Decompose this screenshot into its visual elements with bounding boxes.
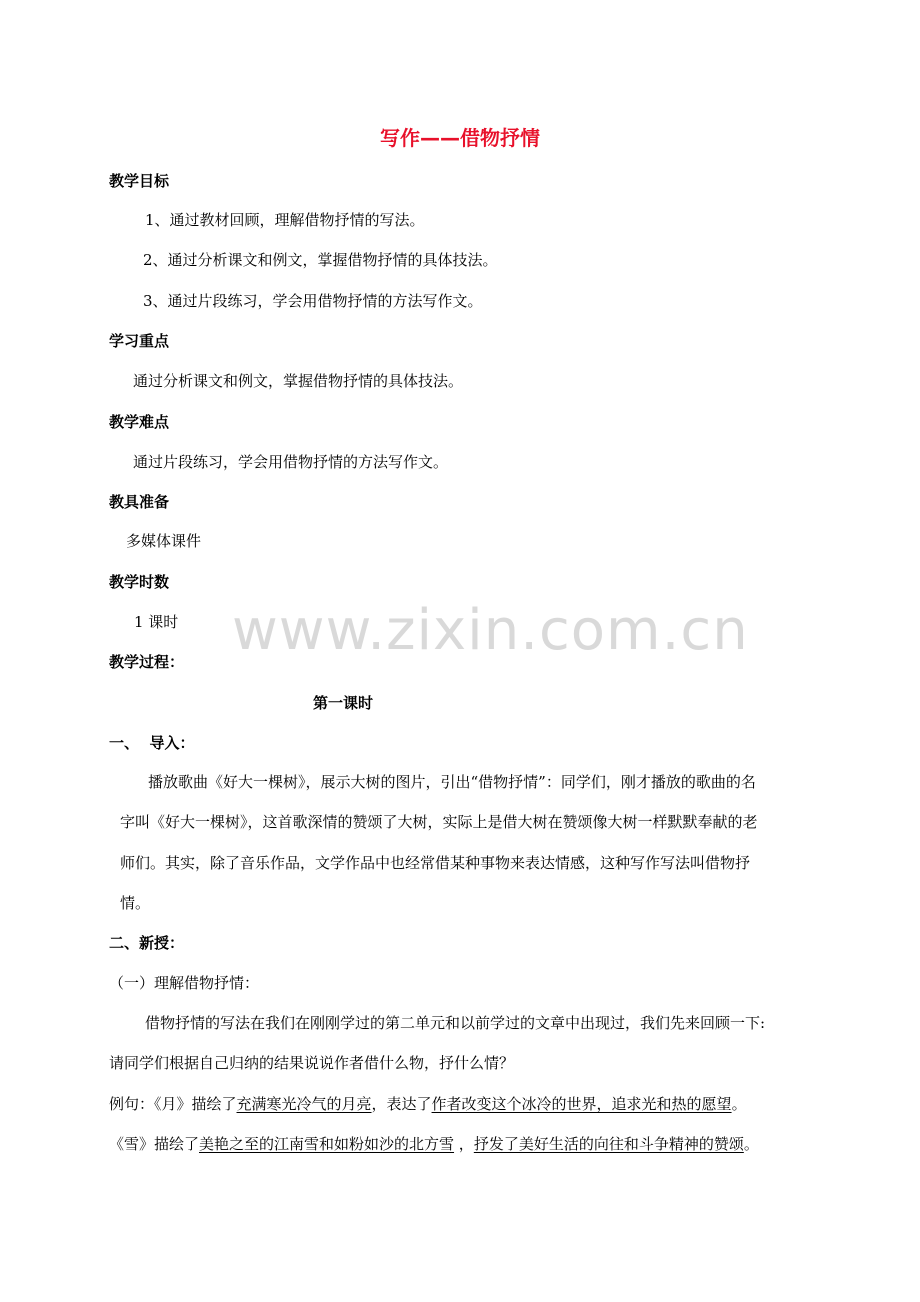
teaching-subheading: （一）理解借物抒情： xyxy=(109,974,260,992)
objective-item: 3、通过片段练习，学会用借物抒情的方法写作文。 xyxy=(143,292,483,310)
underlined-phrase: 抒发了美好生活的向往和斗争精神的赞颂 xyxy=(473,1135,744,1153)
teaching-paragraph-line: 请同学们根据自己归纳的结果说说作者借什么物，抒什么情？ xyxy=(109,1054,515,1072)
underlined-phrase: 充满寒光冷气的月亮 xyxy=(236,1095,372,1113)
key-points-text: 通过分析课文和例文，掌握借物抒情的具体技法。 xyxy=(133,372,464,390)
example-sentence-snow xyxy=(109,1133,759,1154)
intro-line: 字叫《好大一棵树》，这首歌深情的赞颂了大树，实际上是借大树在赞颂像大树一样默默奉献的老 xyxy=(120,813,758,831)
underlined-phrase: 美艳之至的江南雪和如粉如沙的北方雪 xyxy=(199,1135,455,1153)
intro-line: 播放歌曲《好大一棵树》，展示大树的图片，引出“借物抒情”：同学们，刚才播放的歌曲的名 xyxy=(148,773,756,791)
intro-heading: 一、 导入： xyxy=(109,734,195,752)
underlined-phrase: 作者改变这个冰冷的世界，追求光和热的愿望 xyxy=(431,1095,732,1113)
example-text: ， xyxy=(454,1135,474,1153)
example-text: 例句：《月》描绘了 xyxy=(109,1095,237,1113)
example-text: ，表达了 xyxy=(371,1095,432,1113)
key-points-heading: 学习重点 xyxy=(109,332,170,350)
teaching-paragraph-line: 借物抒情的写法在我们在刚刚学过的第二单元和以前学过的文章中出现过，我们先来回顾一下: xyxy=(145,1014,766,1032)
example-text: 。 xyxy=(731,1095,747,1113)
duration-text: 1 课时 xyxy=(134,613,179,631)
materials-text: 多媒体课件 xyxy=(126,532,202,550)
objective-item: 1、通过教材回顾，理解借物抒情的写法。 xyxy=(145,211,425,229)
difficulties-text: 通过片段练习，学会用借物抒情的方法写作文。 xyxy=(133,453,449,471)
teaching-heading: 二、新授： xyxy=(109,934,185,952)
watermark: www.zixin.com.cn xyxy=(232,598,749,663)
example-sentence-moon xyxy=(109,1093,747,1114)
page-title: 写作——借物抒情 xyxy=(380,126,540,150)
difficulties-heading: 教学难点 xyxy=(109,413,170,431)
example-text: 。 xyxy=(743,1135,759,1153)
duration-heading: 教学时数 xyxy=(109,573,170,591)
intro-line: 情。 xyxy=(120,894,151,912)
lesson-label: 第一课时 xyxy=(313,694,374,712)
example-text: 《雪》描绘了 xyxy=(109,1135,200,1153)
process-heading: 教学过程： xyxy=(109,653,185,671)
objectives-heading: 教学目标 xyxy=(109,172,170,190)
materials-heading: 教具准备 xyxy=(109,493,170,511)
intro-line: 师们。其实，除了音乐作品，文学作品中也经常借某种事物来表达情感，这种写作写法叫借物抒 xyxy=(120,854,751,872)
objective-item: 2、通过分析课文和例文，掌握借物抒情的具体技法。 xyxy=(143,251,498,269)
